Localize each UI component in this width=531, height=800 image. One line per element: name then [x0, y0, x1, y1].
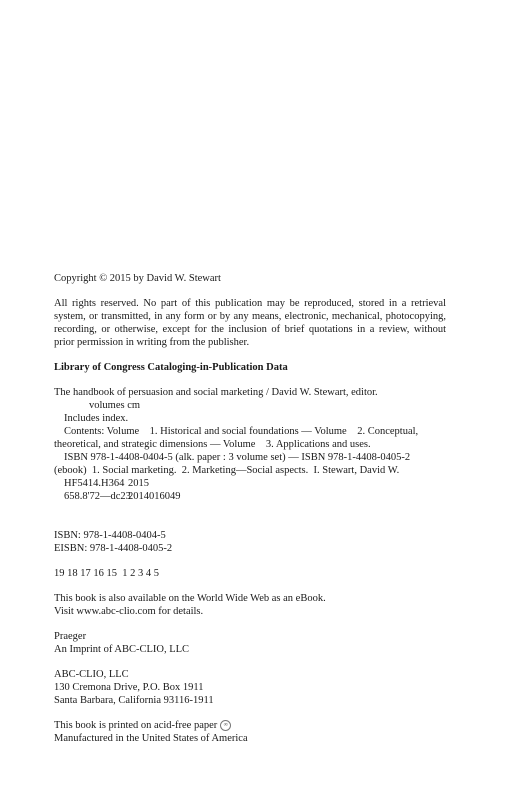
acid-free-text: This book is printed on acid-free paper [54, 720, 218, 731]
printing-line: 19 18 17 16 15 1 2 3 4 5 [54, 568, 159, 579]
address-line: Santa Barbara, California 93116-1911 [54, 695, 214, 706]
acid-free-icon: ∞ [220, 720, 231, 731]
rights-line: prior permission in writing from the publisher. [54, 337, 250, 348]
publisher-imprint: An Imprint of ABC-CLIO, LLC [54, 644, 190, 655]
eisbn-line: EISBN: 978-1-4408-0405-2 [54, 543, 173, 554]
publisher-name: Praeger [54, 631, 87, 642]
cip-volumes: volumes cm [89, 400, 141, 411]
lcc-year: 2015 [128, 478, 149, 489]
cip-contents: Contents: Volume 1. Historical and social foundations — Volume 2. Conceptual, [64, 426, 419, 437]
copyright-page [54, 272, 446, 745]
copyright-line: Copyright © 2015 by David W. Stewart [54, 273, 221, 284]
manufactured-line: Manufactured in the United States of America [54, 733, 248, 744]
rights-line: system, or transmitted, in any form or by any means, electronic, mechanical, photocopying, [54, 311, 446, 322]
lcc-class: HF5414.H364 [64, 478, 125, 489]
cip-contents: theoretical, and strategic dimensions — Volume 3. Applications and uses. [54, 439, 371, 450]
cip-dewey [54, 490, 446, 503]
address-line: ABC-CLIO, LLC [54, 669, 129, 680]
cip-includes: Includes index. [64, 413, 129, 424]
web-availability: This book is also available on the World Wide Web as an eBook. [54, 593, 326, 604]
isbn-line: ISBN: 978-1-4408-0404-5 [54, 530, 166, 541]
lccn: 2014016049 [128, 491, 181, 502]
cip-subjects: (ebook) 1. Social marketing. 2. Marketing—Social aspects. I. Stewart, David W. [54, 465, 400, 476]
acid-free-line [54, 719, 446, 732]
rights-line: All rights reserved. No part of this publication may be reproduced, stored in a retrieval [54, 298, 446, 309]
rights-paragraph [54, 297, 446, 349]
web-visit: Visit www.abc-clio.com for details. [54, 606, 204, 617]
cip-heading: Library of Congress Cataloging-in-Publication Data [54, 362, 288, 373]
cip-title: The handbook of persuasion and social marketing / David W. Stewart, editor. [54, 387, 378, 398]
cip-block [54, 386, 446, 503]
cip-lcc [54, 477, 446, 490]
address-line: 130 Cremona Drive, P.O. Box 1911 [54, 682, 204, 693]
dewey-number: 658.8'72—dc23 [64, 491, 131, 502]
cip-isbn: ISBN 978-1-4408-0404-5 (alk. paper : 3 volume set) — ISBN 978-1-4408-0405-2 [64, 452, 411, 463]
rights-line: recording, or otherwise, except for the inclusion of brief quotations in a review, without [54, 324, 446, 335]
